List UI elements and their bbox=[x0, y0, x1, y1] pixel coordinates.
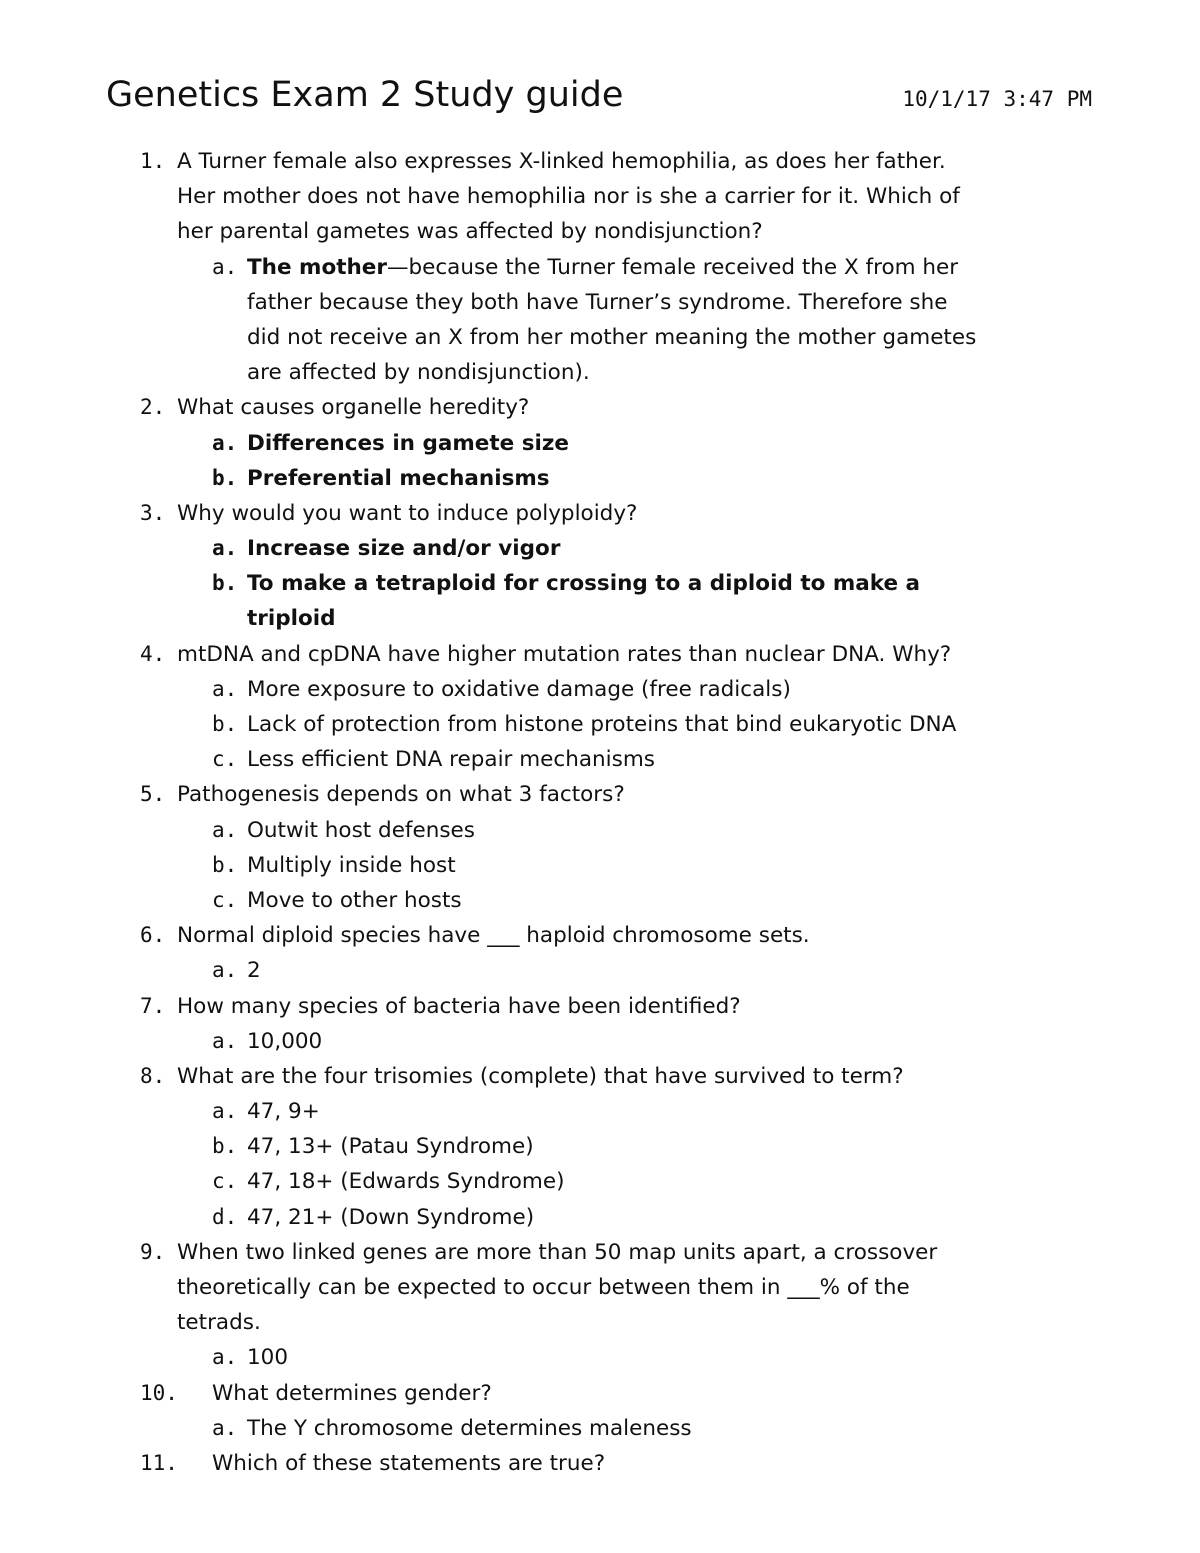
answer-letter: a. bbox=[212, 1415, 238, 1440]
question-number: 10. bbox=[140, 1380, 178, 1405]
question-1 bbox=[0, 144, 1200, 179]
question-text: A Turner female also expresses X-linked hemophilia, as does her father. bbox=[177, 149, 946, 174]
question-number: 8. bbox=[140, 1063, 166, 1088]
answer-text: 2 bbox=[247, 958, 261, 984]
answer-1a-continuation bbox=[0, 285, 1200, 320]
answer-letter: d. bbox=[212, 1204, 238, 1229]
answer-letter: b. bbox=[212, 465, 238, 490]
answer-text: 47, 13+ (Patau Syndrome) bbox=[247, 1134, 534, 1160]
question-2 bbox=[0, 390, 1200, 425]
answer-letter: b. bbox=[212, 712, 238, 736]
question-text: What causes organelle heredity? bbox=[177, 395, 530, 421]
question-text: When two linked genes are more than 50 map units apart, a crossover bbox=[177, 1239, 938, 1265]
question-text: Why would you want to induce polyploidy? bbox=[177, 500, 638, 526]
question-text: her parental gametes was affected by nondisjunction? bbox=[177, 219, 763, 245]
answer-letter: a. bbox=[212, 1028, 238, 1053]
question-11 bbox=[0, 1446, 1200, 1481]
answer-text: 47, 21+ (Down Syndrome) bbox=[247, 1204, 535, 1230]
answer-letter: b. bbox=[212, 571, 238, 596]
answer-letter: a. bbox=[212, 817, 238, 842]
answer-text: 47, 9+ bbox=[247, 1099, 320, 1125]
answer-letter: a. bbox=[212, 536, 238, 561]
answer-text bbox=[247, 250, 958, 285]
answer-text: Preferential mechanisms bbox=[247, 465, 550, 491]
question-text: How many species of bacteria have been identified? bbox=[177, 993, 741, 1019]
answer-4b bbox=[0, 707, 1200, 742]
question-text: Normal diploid species have ___ haploid chromosome sets. bbox=[177, 923, 810, 949]
question-text: mtDNA and cpDNA have higher mutation rates than nuclear DNA. Why? bbox=[177, 641, 952, 667]
question-number: 7. bbox=[140, 993, 166, 1018]
answer-5a bbox=[0, 813, 1200, 848]
answer-text: 100 bbox=[247, 1345, 289, 1371]
question-7 bbox=[0, 989, 1200, 1024]
answer-9a bbox=[0, 1340, 1200, 1375]
answer-letter: c. bbox=[212, 1169, 238, 1194]
answer-4c bbox=[0, 742, 1200, 777]
question-8 bbox=[0, 1059, 1200, 1094]
answer-text: Less efficient DNA repair mechanisms bbox=[247, 747, 655, 773]
answer-2b bbox=[0, 461, 1200, 496]
answer-letter: a. bbox=[212, 254, 238, 279]
answer-letter: a. bbox=[212, 430, 238, 455]
answer-text: are affected by nondisjunction). bbox=[247, 360, 590, 386]
answer-text: The Y chromosome determines maleness bbox=[247, 1415, 692, 1441]
answer-3b bbox=[0, 566, 1200, 601]
question-number: 4. bbox=[140, 641, 166, 666]
question-5 bbox=[0, 777, 1200, 812]
answer-text: 10,000 bbox=[247, 1028, 323, 1054]
question-number: 2. bbox=[140, 395, 166, 420]
answer-text: Outwit host defenses bbox=[247, 817, 475, 843]
question-text: theoretically can be expected to occur between them in ___% of the bbox=[177, 1275, 910, 1300]
answer-letter: c. bbox=[212, 747, 238, 772]
question-text: Pathogenesis depends on what 3 factors? bbox=[177, 782, 625, 808]
question-4 bbox=[0, 637, 1200, 672]
answer-text: Differences in gamete size bbox=[247, 430, 569, 456]
question-list bbox=[0, 144, 1200, 1481]
question-number: 3. bbox=[140, 500, 166, 525]
answer-8b bbox=[0, 1129, 1200, 1164]
document-datetime: 10/1/17 3:47 PM bbox=[902, 87, 1092, 111]
question-text: What determines gender? bbox=[212, 1380, 492, 1406]
question-9-continuation bbox=[0, 1270, 1200, 1305]
answer-letter: b. bbox=[212, 1134, 238, 1159]
question-number: 1. bbox=[140, 149, 166, 173]
question-text: Which of these statements are true? bbox=[212, 1450, 606, 1476]
answer-8c bbox=[0, 1164, 1200, 1199]
document-title: Genetics Exam 2 Study guide bbox=[106, 75, 624, 115]
answer-text: triploid bbox=[247, 606, 336, 632]
answer-2a bbox=[0, 426, 1200, 461]
answer-text: Move to other hosts bbox=[247, 887, 462, 913]
answer-letter: a. bbox=[212, 958, 238, 983]
answer-5c bbox=[0, 883, 1200, 918]
answer-text: father because they both have Turner’s syndrome. Therefore she bbox=[247, 289, 948, 315]
answer-8a bbox=[0, 1094, 1200, 1129]
question-text: What are the four trisomies (complete) that have survived to term? bbox=[177, 1063, 904, 1089]
answer-4a bbox=[0, 672, 1200, 707]
answer-text: More exposure to oxidative damage (free radicals) bbox=[247, 676, 791, 702]
answer-bold-lead: The mother bbox=[247, 254, 387, 280]
answer-3a bbox=[0, 531, 1200, 566]
answer-text: To make a tetraploid for crossing to a diploid to make a bbox=[247, 571, 921, 597]
question-number: 11. bbox=[140, 1450, 178, 1475]
answer-3b-continuation bbox=[0, 601, 1200, 636]
answer-text: Increase size and/or vigor bbox=[247, 536, 561, 562]
question-text: tetrads. bbox=[177, 1310, 261, 1336]
question-number: 6. bbox=[140, 923, 166, 948]
answer-rest: —because the Turner female received the X from her bbox=[386, 254, 959, 280]
answer-6a bbox=[0, 953, 1200, 988]
question-number: 5. bbox=[140, 782, 166, 807]
answer-text: Multiply inside host bbox=[247, 852, 456, 878]
answer-letter: c. bbox=[212, 887, 238, 912]
answer-letter: a. bbox=[212, 1345, 238, 1370]
document-header bbox=[106, 72, 1096, 122]
question-6 bbox=[0, 918, 1200, 953]
answer-text: Lack of protection from histone proteins that bind eukaryotic DNA bbox=[247, 712, 957, 737]
answer-5b bbox=[0, 848, 1200, 883]
question-10 bbox=[0, 1376, 1200, 1411]
question-3 bbox=[0, 496, 1200, 531]
answer-text: did not receive an X from her mother meaning the mother gametes bbox=[247, 324, 977, 350]
answer-1a-continuation bbox=[0, 355, 1200, 390]
question-1-continuation bbox=[0, 214, 1200, 249]
question-9-continuation bbox=[0, 1305, 1200, 1340]
answer-1a-continuation bbox=[0, 320, 1200, 355]
answer-letter: a. bbox=[212, 676, 238, 701]
question-number: 9. bbox=[140, 1239, 166, 1264]
answer-8d bbox=[0, 1200, 1200, 1235]
answer-1a bbox=[0, 250, 1200, 285]
question-text: Her mother does not have hemophilia nor is she a carrier for it. Which of bbox=[177, 184, 960, 210]
question-1-continuation bbox=[0, 179, 1200, 214]
answer-7a bbox=[0, 1024, 1200, 1059]
answer-text: 47, 18+ (Edwards Syndrome) bbox=[247, 1169, 565, 1195]
answer-letter: a. bbox=[212, 1099, 238, 1124]
answer-10a bbox=[0, 1411, 1200, 1446]
question-9 bbox=[0, 1235, 1200, 1270]
answer-letter: b. bbox=[212, 852, 238, 877]
